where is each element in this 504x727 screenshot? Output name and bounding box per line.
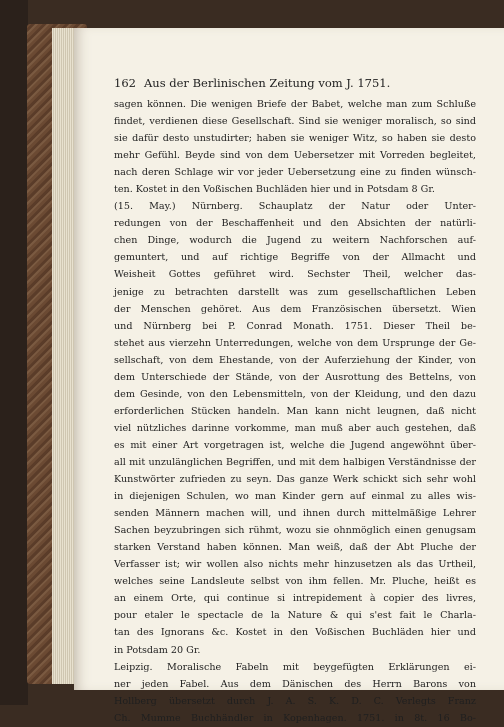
text-line: sellschaft, von dem Ehestande, von der Auferziehung der Kinder, von <box>114 354 476 366</box>
text-line: und Nürnberg bei P. Conrad Monath. 1751. Dieser Theil be- <box>114 320 476 332</box>
text-line: gemuntert, und auf richtige Begriffe von der Allmacht und <box>114 252 476 264</box>
text-line: starken Verstand haben können. Man weiß, daß der Abt Pluche der <box>114 542 476 554</box>
text-line: Ch. Mumme Buchhändler in Kopenhagen. 1751. in 8t. 16 Bo- <box>114 712 476 724</box>
text-line: nach deren Schlage wir vor jeder Uebersetzung eine zu finden wünsch- <box>114 167 476 179</box>
text-line: tan des Ignorans &c. Kostet in den Voßischen Buchläden hier und <box>114 627 476 639</box>
text-line: es mit einer Art vorgetragen ist, welche die Jugend angewöhnt über- <box>114 439 476 451</box>
text-line: sie dafür desto unstudirter; haben sie weniger Witz, so haben sie desto <box>114 133 476 145</box>
text-line: Leipzig. Moralische Fabeln mit beygefügten Erklärungen ei- <box>114 661 476 673</box>
text-line: dem Gesinde, von den Lebensmitteln, von der Kleidung, und den dazu <box>114 388 476 400</box>
text-line: dem Unterschiede der Stände, von der Ausrottung des Bettelns, von <box>114 371 476 383</box>
text-line: Sachen beyzubringen sich rühmt, wozu sie ohnmöglich einen genugsam <box>114 525 476 537</box>
text-line: senden Männern machen will, und ihnen durch mittelmäßige Lehrer <box>114 508 476 520</box>
text-line: an einem Orte, qui continue si intrepidement à copier des livres, <box>114 593 476 605</box>
text-line: erforderlichen Stücken handeln. Man kann nicht leugnen, daß nicht <box>114 405 476 417</box>
text-line: ten. Kostet in den Voßischen Buchläden hier und in Potsdam 8 Gr. <box>114 184 435 196</box>
body-text <box>114 96 476 727</box>
text-line: jenige zu betrachten darstellt was zum gesellschaftlichen Leben <box>114 286 476 298</box>
text-line: pour etaler le spectacle de la Nature & qui s'est fait le Charla- <box>114 610 476 622</box>
text-line: all mit unzulänglichen Begriffen, und mit dem halbigen Verständnisse der <box>114 456 476 468</box>
text-line: chen Dinge, wodurch die Jugend zu weitern Nachforschen auf- <box>114 235 476 247</box>
text-line: in Potsdam 20 Gr. <box>114 644 201 656</box>
running-title: Aus der Berlinischen Zeitung vom J. 1751. <box>144 76 391 90</box>
text-line: in diejenigen Schulen, wo man Kinder gern auf einmal zu alles wis- <box>114 491 476 503</box>
text-line: Weisheit Gottes geführet wird. Sechster Theil, welcher das- <box>114 269 476 281</box>
text-line: stehet aus vierzehn Unterredungen, welche von dem Ursprunge der Ge- <box>114 337 476 349</box>
desk-background <box>0 0 28 705</box>
text-line: ner jeden Fabel. Aus dem Dänischen des Herrn Barons von <box>114 678 476 690</box>
text-line: (15. May.) Nürnberg. Schauplatz der Natur oder Unter- <box>114 201 476 213</box>
text-line: welches seine Landsleute selbst von ihm fellen. Mr. Pluche, heißt es <box>114 576 476 588</box>
text-line: Verfasser ist; wir wollen also nichts mehr hinzusetzen als das Urtheil, <box>114 559 476 571</box>
text-line: sagen können. Die wenigen Briefe der Babet, welche man zum Schluße <box>114 99 476 110</box>
text-line: Hollberg übersetzt durch J. A. S. K. D. C. Verlegts Franz <box>114 695 476 707</box>
text-line: viel nützliches darinne vorkomme, man muß aber auch gestehen, daß <box>114 422 476 434</box>
page-number: 162 <box>114 76 136 90</box>
text-line: findet, verdienen diese Gesellschaft. Sind sie weniger moralisch, so sind <box>114 116 476 128</box>
text-line: Kunstwörter zufrieden zu seyn. Das ganze Werk schickt sich sehr wohl <box>114 474 476 486</box>
text-line: der Menschen gehöret. Aus dem Französischen übersetzt. Wien <box>114 303 476 315</box>
text-line: mehr Gefühl. Beyde sind von dem Uebersetzer mit Vorreden begleitet, <box>114 150 476 162</box>
text-line: redungen von der Beschaffenheit und den Absichten der natürli- <box>114 218 476 230</box>
